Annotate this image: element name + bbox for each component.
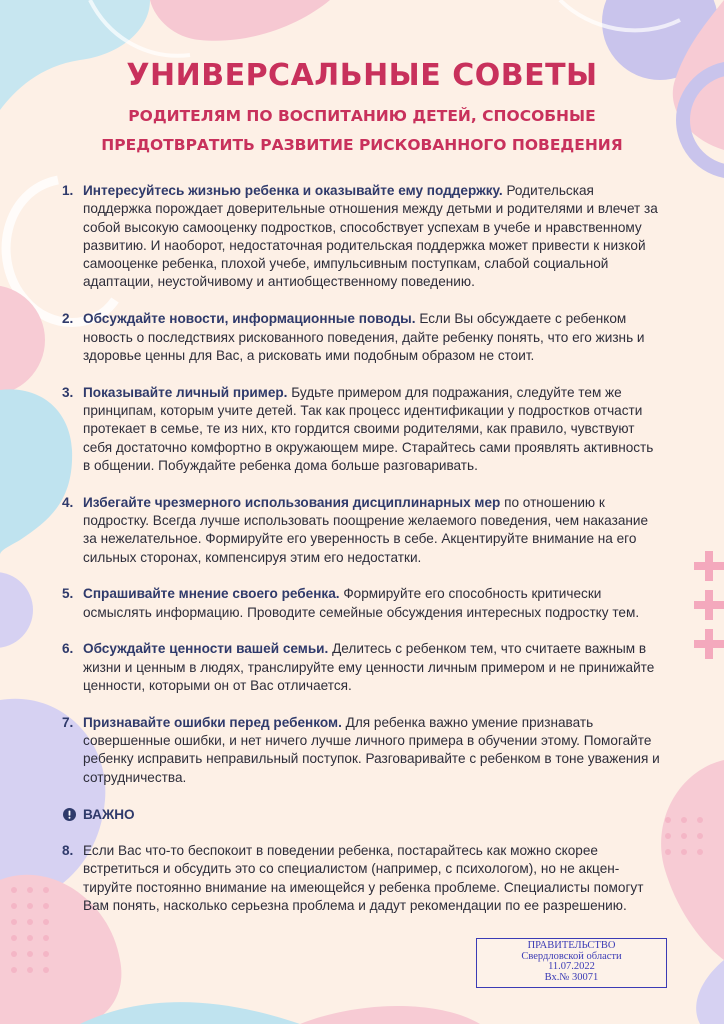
tip-item — [62, 494, 662, 567]
tip-number: 2. — [62, 311, 74, 327]
tip-text: Если Вас что-то беспокоит в поведении ребенка, постарайтесь как можно скорее встретиться и обсудить это со специалистом (например, с психологом), но не акцен-тируйте постоянно внимание на имеющейся у ребенка проблеме. Специалисты помогут Вам понять, насколько серьезна проблема и дадут рекомендации по ее разрешению. — [83, 843, 644, 913]
stamp-line-3: 11.07.2022 — [548, 961, 595, 972]
tip-lead: Обсуждайте ценности вашей семьи. — [83, 641, 329, 657]
tip-text: Формируйте его способность критически осмыслять информацию. Проводите семейные обсуждения интересных подростку тем. — [83, 586, 640, 620]
tip-number: 6. — [62, 641, 74, 657]
exclamation-circle-icon — [63, 808, 76, 821]
tip-item — [62, 640, 662, 695]
subtitle-line-1: РОДИТЕЛЯМ ПО ВОСПИТАНИЮ ДЕТЕЙ, СПОСОБНЫЕ — [128, 107, 596, 125]
tip-number: 4. — [62, 494, 74, 510]
tip-item — [62, 585, 662, 622]
tip-lead: Спрашивайте мнение своего ребенка. — [83, 586, 340, 602]
tip-lead: Обсуждайте новости, информационные поводы. — [83, 311, 416, 327]
tip-item — [62, 384, 662, 475]
subtitle-line-2: ПРЕДОТВРАТИТЬ РАЗВИТИЕ РИСКОВАННОГО ПОВЕДЕНИЯ — [101, 136, 623, 154]
tip-lead: Интересуйтесь жизнью ребенка и оказывайте ему поддержку. — [83, 183, 503, 198]
important-heading — [62, 806, 662, 824]
tip-item-important — [62, 842, 662, 915]
tip-text: Делитесь с ребенком тем, что считаете важным в жизни и ценным в людях, транслируйте ему ценности личным примером и не принижайте ценности, которыми он от Вас отличается. — [83, 641, 655, 694]
tip-number: 7. — [62, 714, 74, 730]
page-subtitle — [60, 102, 664, 160]
stamp-line-2: Свердловской области — [521, 950, 622, 962]
tip-item — [62, 182, 662, 292]
tip-number: 5. — [62, 586, 74, 602]
tip-lead: Избегайте чрезмерного использования дисциплинарных мер — [83, 494, 501, 510]
stamp-line-4: Вх.№ 30071 — [544, 971, 599, 983]
tip-text: Если Вы обсуждаете с ребенком новость о последствиях рискованного поведения, дайте ребенку понять, что его жизнь и здоровье ценны для Вас, а рисковать ими подобным образом не стоит. — [83, 311, 645, 363]
page-title: УНИВЕРСАЛЬНЫЕ СОВЕТЫ — [126, 58, 598, 93]
important-label: ВАЖНО — [83, 806, 135, 822]
tip-text: Для ребенка важно умение признавать совершенные ошибки, и нет ничего лучше личного примера в обучении этому. Помогайте ребенку исправить неправильный поступок. Разговаривайте с ребенком в тоне уважения и сотрудничества. — [83, 714, 660, 785]
tip-lead: Показывайте личный пример. — [83, 384, 288, 400]
tip-text: Родительская поддержка порождает доверительные отношения между детьми и родителями и влечет за собой высокую самооценку подростков, способствует успехам в учебе и нравственному развитию. И наоборот, недостаточная родительская поддержка может привести к низкой самооценке ребенка, плохой учебе, импульсивным поступкам, слабой социальной адаптации, неустойчивому и антиобщественному поведению. — [83, 183, 658, 290]
tip-number: 1. — [62, 183, 74, 198]
stamp-line-1: ПРАВИТЕЛЬСТВО — [527, 940, 616, 951]
tip-text: Будьте примером для подражания, следуйте тем же принципам, которым учите детей. Так как процесс идентификации у подростков отчасти протекает в семье, те из них, кто гордится своими родителями, как правило, чувствуют себя достаточно комфортно в окружающем мире. Старайтесь сами проявлять активность в общении. Побуждайте ребенка дома больше разговаривать. — [83, 384, 654, 473]
tip-lead: Признавайте ошибки перед ребенком. — [83, 714, 342, 730]
tip-number: 3. — [62, 384, 74, 400]
registration-stamp — [476, 938, 667, 988]
tip-number: 8. — [62, 843, 74, 859]
tip-item — [62, 310, 662, 365]
tip-item — [62, 714, 662, 787]
tips-list — [62, 182, 662, 934]
tip-text: по отношению к подростку. Всегда лучше использовать поощрение желаемого поведения, чем наказание за нежелательное. Формируйте его уверенность в себе. Акцентируйте внимание на его сильных сторонах, компенсируя этим его недостатки. — [83, 494, 649, 565]
